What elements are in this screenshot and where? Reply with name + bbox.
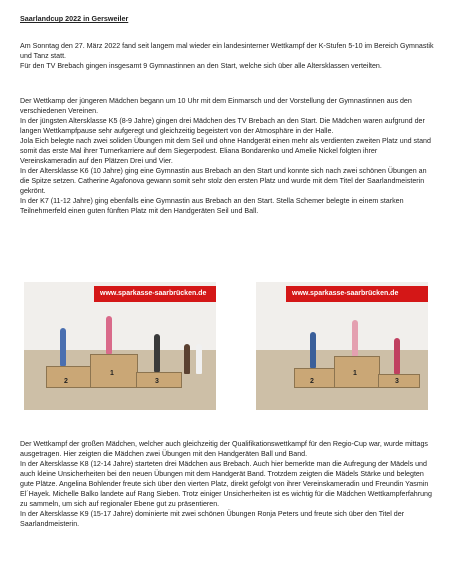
podium-label: 2 xyxy=(64,378,68,385)
gymnast xyxy=(106,316,112,354)
older-girls-section xyxy=(20,439,435,529)
paragraph: Jola Eich belegte nach zwei soliden Übungen mit dem Seil und ohne Handgerät einen mehr als verdienten zweiten Platz und stand somit das erste Mal ihrer Turnerkarriere auf dem Siegerpodest. Eliana Bondarenko und Amelie Nickel folgten ihrer Vereinskameradin auf den Plätzen Drei und Vier. xyxy=(20,137,431,165)
podium-label: 2 xyxy=(310,378,314,385)
young-girls-section xyxy=(20,96,435,216)
podium-second xyxy=(294,368,336,388)
podium-first xyxy=(90,354,138,388)
gymnast xyxy=(310,332,316,368)
paragraph: Der Wettkamp der jüngeren Mädchen begann um 10 Uhr mit dem Einmarsch und der Vorstellung der Gymnastinnen aus den verschiedenen Vereinen. xyxy=(20,97,412,115)
sponsor-banner: www.sparkasse-saarbrücken.de xyxy=(94,286,216,302)
podium-label: 3 xyxy=(395,378,399,385)
podium-second xyxy=(46,366,92,388)
paragraph: In der Altersklasse K9 (15-17 Jahre) dominierte mit zwei schönen Übungen Ronja Peters und freute sich über den Titel der Saarlandmeisterin. xyxy=(20,510,405,528)
gymnast xyxy=(352,320,358,356)
gymnast xyxy=(154,334,160,372)
podium-label: 1 xyxy=(110,370,114,377)
paragraph: Am Sonntag den 27. März 2022 fand seit langem mal wieder ein landesinterner Wettkampf der K-Stufen 5-10 im Bereich Gymnastik und Tanz statt. xyxy=(20,42,434,60)
podium-label: 3 xyxy=(155,378,159,385)
podium-third xyxy=(136,372,182,388)
paragraph: Für den TV Brebach gingen insgesamt 9 Gymnastinnen an den Start, welche sich über alle Altersklassen verteilten. xyxy=(20,62,382,70)
intro-section xyxy=(20,41,435,71)
gymnast xyxy=(394,338,400,374)
paragraph: Der Wettkampf der großen Mädchen, welcher auch gleichzeitig der Qualifikationswettkampf für den Regio-Cup war, wurde mittags ausgetragen. Hier zeigten die Mädchen zwei Übungen mit den Handgeräten Ball und Band. xyxy=(20,440,428,458)
gymnast xyxy=(196,344,202,374)
paragraph: In der jüngsten Altersklasse K5 (8-9 Jahre) gingen drei Mädchen des TV Brebach an den Start. Die Mädchen waren aufgrund der langen Wettkampfpause sehr aufgeregt und gleichzeitig begeistert von der Atmosphäre in der Halle. xyxy=(20,117,425,135)
article-title: Saarlandcup 2022 in Gersweiler xyxy=(20,14,129,23)
gymnast xyxy=(60,328,66,366)
paragraph: In der Altersklasse K6 (10 Jahre) ging eine Gymnastin aus Brebach an den Start und konnte sich nach zwei schönen Übungen an die Spitze setzen. Catherine Agafonova gewann somit sehr stolz den ersten Platz und wurde mit dem Titel der Saarlandmeisterin gekrönt. xyxy=(20,167,427,195)
sponsor-banner: www.sparkasse-saarbrücken.de xyxy=(286,286,428,302)
podium-first xyxy=(334,356,380,388)
paragraph: In der Altersklasse K8 (12-14 Jahre) starteten drei Mädchen aus Brebach. Auch hier bemerkte man die Aufregung der Mädels und auch kleine Unsicherheiten bei den neuen Übungen mit dem Handgerät Band. Trotzdem zeigten die Mädels Stärke und belegten gute Plätze. Angelina Bohlender freute sich über den vierten Platz, direkt gefolgt von ihrer Vereinskameradin und Freundin Yasmin El´Hayek. Michelle Balko landete auf Rang Sieben. Trotz einiger Unsicherheiten ist es wichtig für die Mädchen Wettkampferfahrung zu sammeln, um sich auf regionaler Ebene gut zu präsentieren. xyxy=(20,460,432,508)
paragraph: In der K7 (11-12 Jahre) ging ebenfalls eine Gymnastin aus Brebach an den Start. Stella Schemer belegte in einem starken Teilnehmerfeld einen guten fünften Platz mit den Handgeräten Seil und Ball. xyxy=(20,197,404,215)
podium-photo-2 xyxy=(256,282,428,410)
gymnast xyxy=(184,344,190,374)
podium-third xyxy=(378,374,420,388)
podium-photo-1 xyxy=(24,282,216,410)
podium-label: 1 xyxy=(353,370,357,377)
